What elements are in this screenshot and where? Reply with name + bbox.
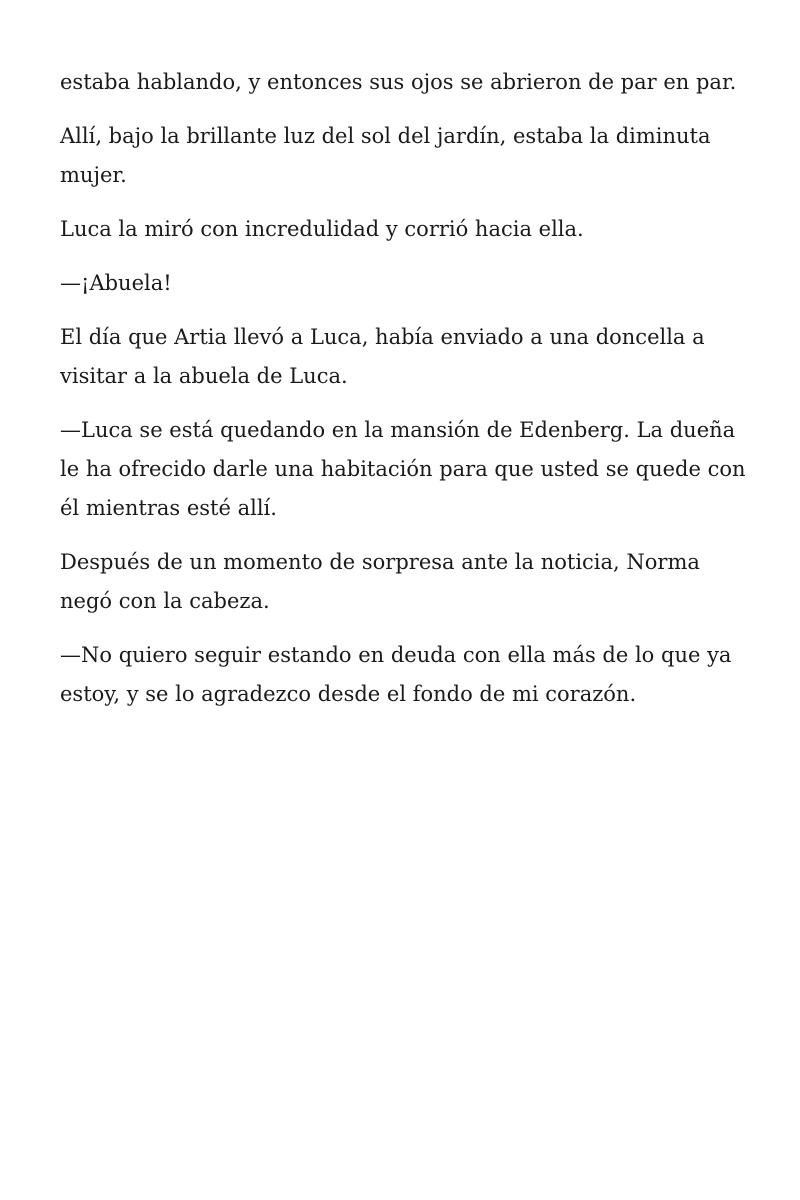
paragraph: estaba hablando, y entonces sus ojos se abrieron de par en par. [60,70,737,94]
paragraph: El día que Artia llevó a Luca, había enviado a una doncella a visitar a la abuela de Luca. [60,325,705,388]
dialogue-line: —No quiero seguir estando en deuda con ella más de lo que ya estoy, y se lo agradezco desde el fondo de mi corazón. [60,643,732,706]
page-text [60,63,750,729]
dialogue-line: —Luca se está quedando en la mansión de Edenberg. La dueña le ha ofrecido darle una habitación para que usted se quede con él mientras esté allí. [60,418,746,520]
paragraph: Después de un momento de sorpresa ante la noticia, Norma negó con la cabeza. [60,550,700,613]
paragraph: Allí, bajo la brillante luz del sol del jardín, estaba la diminuta mujer. [60,124,711,187]
dialogue-line: —¡Abuela! [60,271,172,295]
paragraph: Luca la miró con incredulidad y corrió hacia ella. [60,217,584,241]
